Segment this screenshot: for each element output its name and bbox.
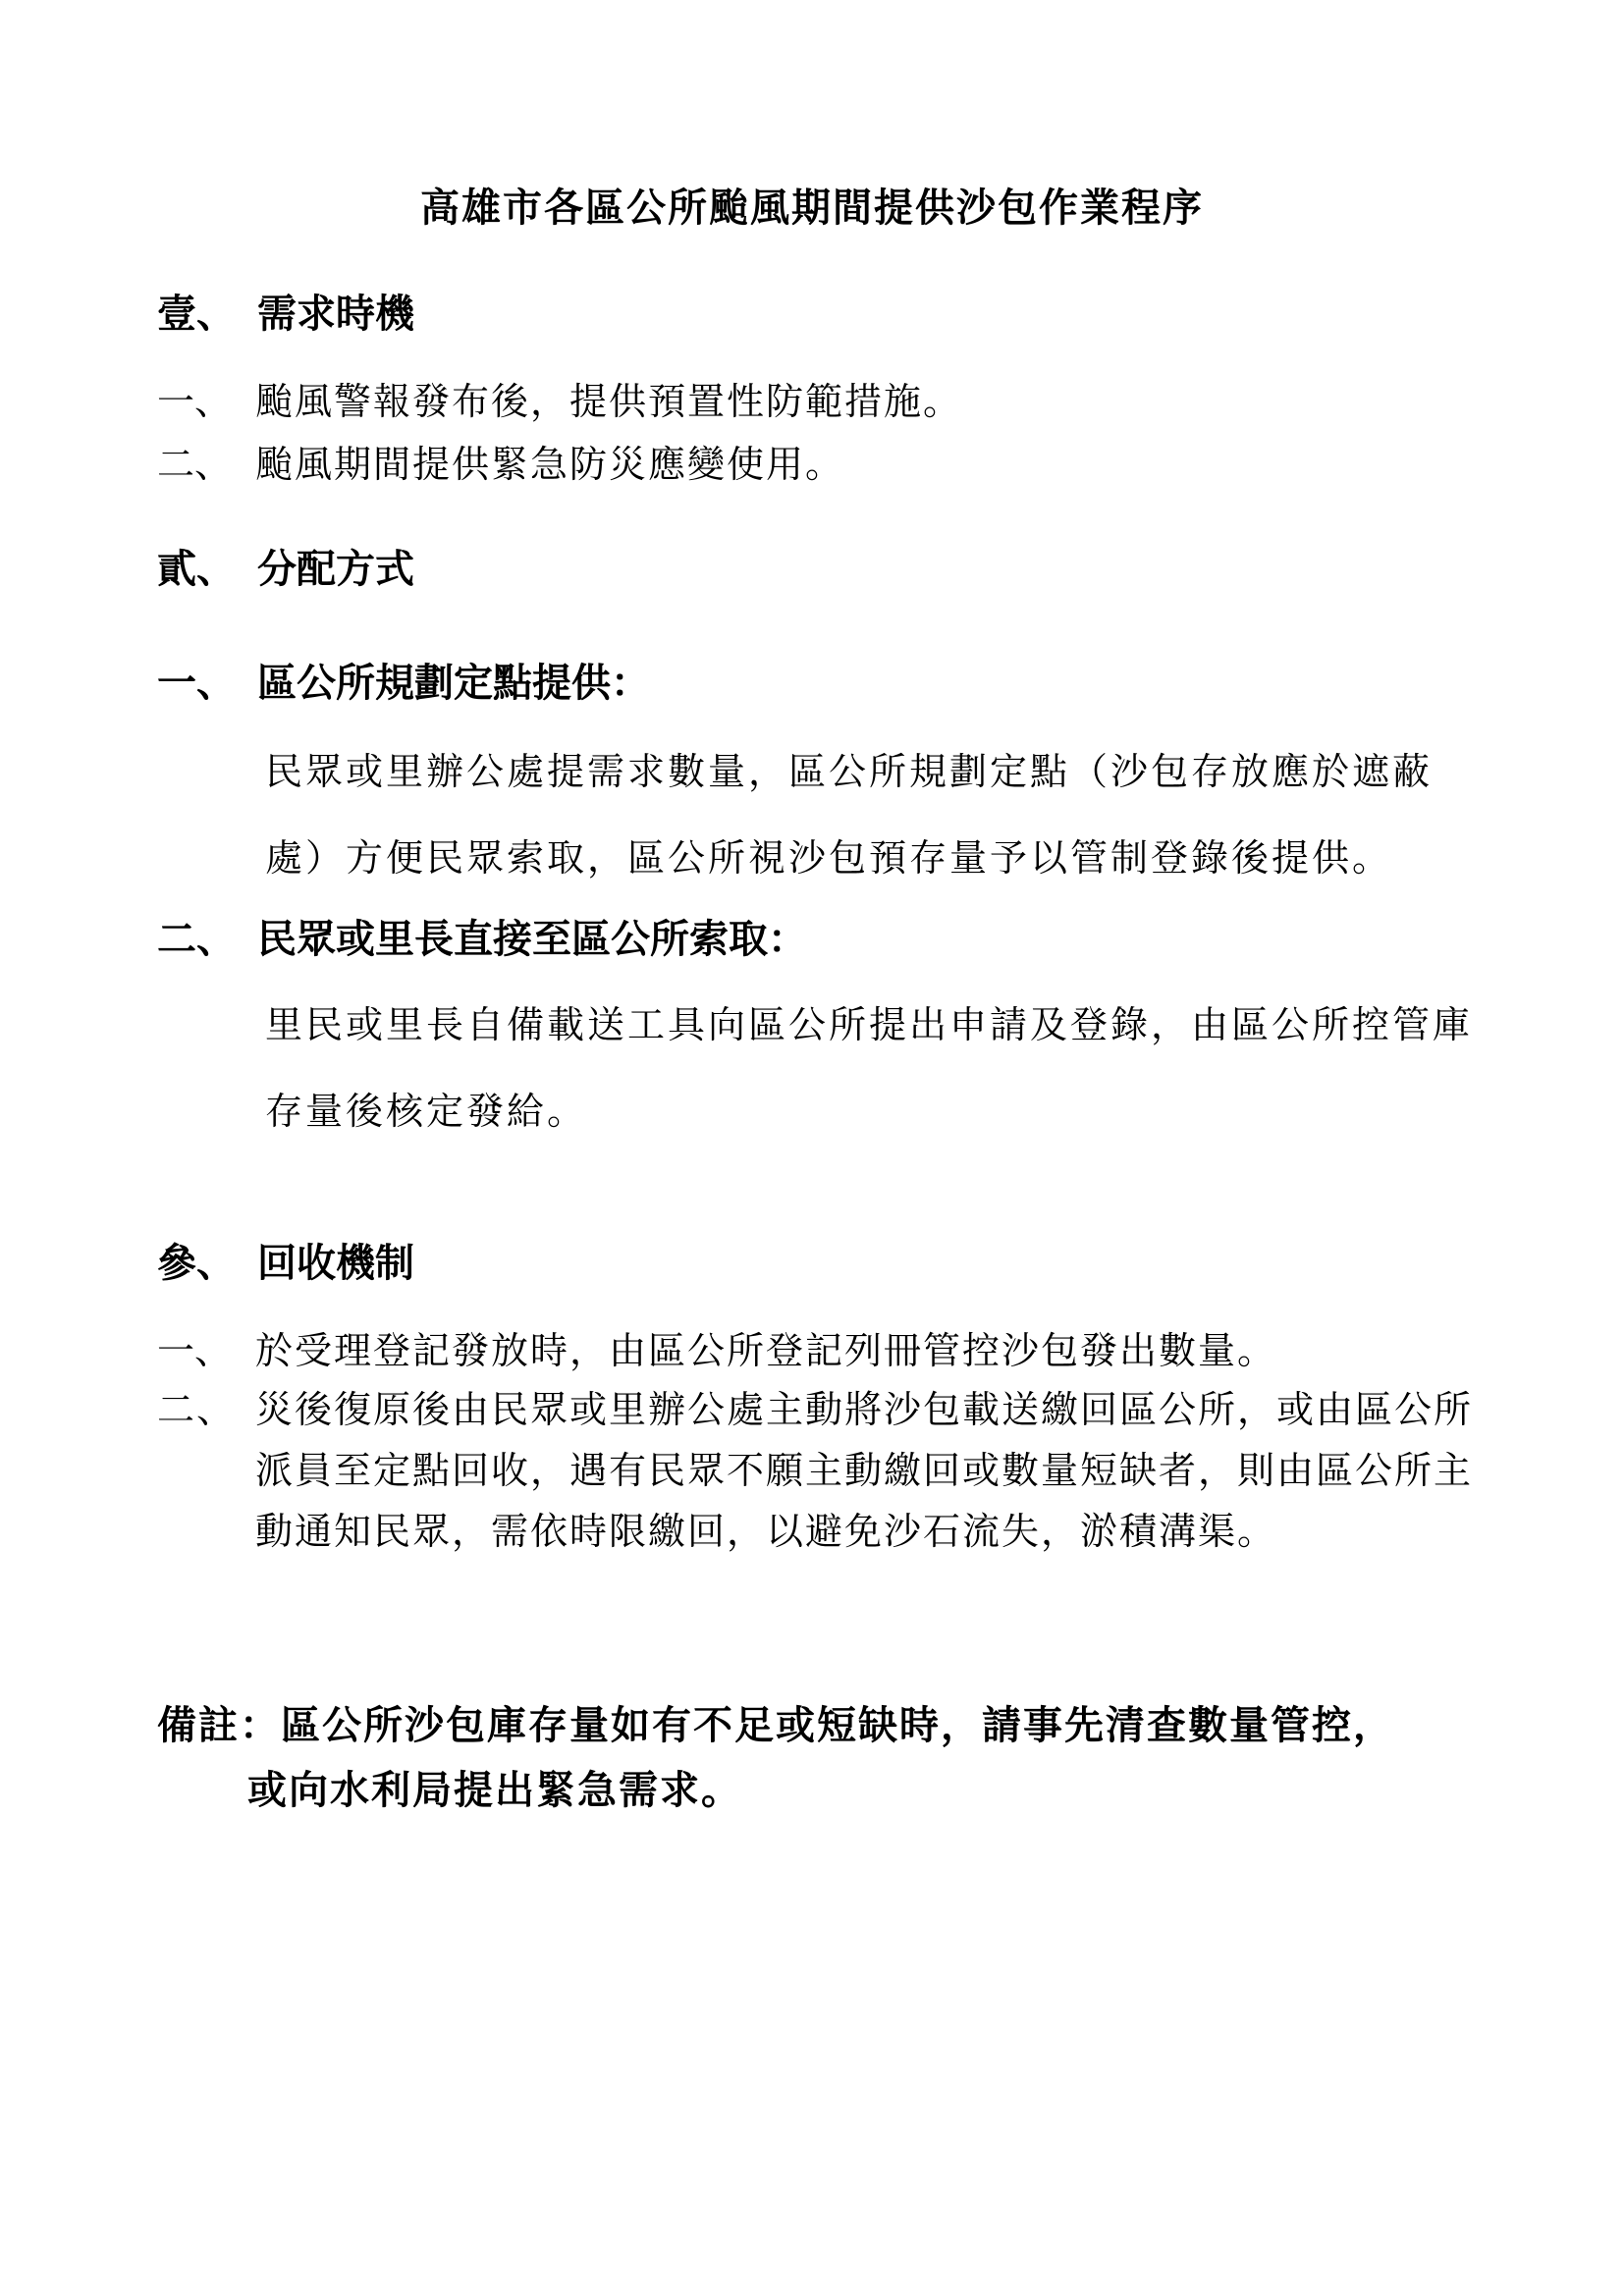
subsection-title: 區公所規劃定點提供： bbox=[257, 660, 650, 706]
section-title: 回收機制 bbox=[257, 1240, 414, 1286]
subsection-heading bbox=[157, 652, 650, 708]
item-text: 颱風警報發布後，提供預置性防範措施。 bbox=[255, 380, 963, 423]
paragraph: 民眾或里辦公處提需求數量，區公所規劃定點（沙包存放應於遮蔽處）方便民眾索取，區公所視沙包預存量予以管制登錄後提供。 bbox=[265, 750, 1434, 880]
section-title: 分配方式 bbox=[257, 546, 414, 592]
section-heading-3 bbox=[157, 1232, 414, 1288]
section-heading-2 bbox=[157, 538, 414, 594]
section-number: 參、 bbox=[157, 1240, 236, 1286]
paragraph: 里民或里長自備載送工具向區公所提出申請及登錄，由區公所控管庫存量後核定發給。 bbox=[265, 1003, 1474, 1133]
item-text: 颱風期間提供緊急防災應變使用。 bbox=[255, 443, 845, 486]
note-text-line1: 區公所沙包庫存量如有不足或短缺時，請事先清查數量管控， bbox=[281, 1702, 1394, 1748]
subsection-number: 一、 bbox=[157, 660, 236, 706]
note-label: 備註： bbox=[157, 1702, 281, 1748]
subsection-number: 二、 bbox=[157, 916, 236, 962]
item-number: 二、 bbox=[157, 443, 233, 486]
list-item bbox=[157, 371, 962, 425]
item-number: 一、 bbox=[157, 1329, 233, 1372]
item-number: 二、 bbox=[157, 1388, 237, 1431]
item-number: 一、 bbox=[157, 380, 233, 423]
list-item bbox=[157, 434, 844, 488]
note-text-line2: 或向水利局提出緊急需求。 bbox=[247, 1767, 742, 1813]
subsection-heading bbox=[157, 908, 807, 964]
list-item bbox=[157, 1320, 1276, 1374]
section-title: 需求時機 bbox=[257, 291, 414, 337]
list-item bbox=[157, 1379, 1483, 1562]
note bbox=[157, 1693, 1492, 1823]
section-number: 壹、 bbox=[157, 291, 236, 337]
document-title: 高雄市各區公所颱風期間提供沙包作業程序 bbox=[420, 185, 1204, 231]
subsection-title: 民眾或里長直接至區公所索取： bbox=[257, 916, 807, 962]
item-text: 於受理登記發放時，由區公所登記列冊管控沙包發出數量。 bbox=[255, 1329, 1277, 1372]
item-text: 災後復原後由民眾或里辦公處主動將沙包載送繳回區公所，或由區公所派員至定點回收，遇有民眾不願主動繳回或數量短缺者，則由區公所主動通知民眾，需依時限繳回，以避免沙石流失，淤積溝渠。 bbox=[255, 1388, 1474, 1553]
section-heading-1 bbox=[157, 283, 414, 339]
section-number: 貳、 bbox=[157, 546, 236, 592]
